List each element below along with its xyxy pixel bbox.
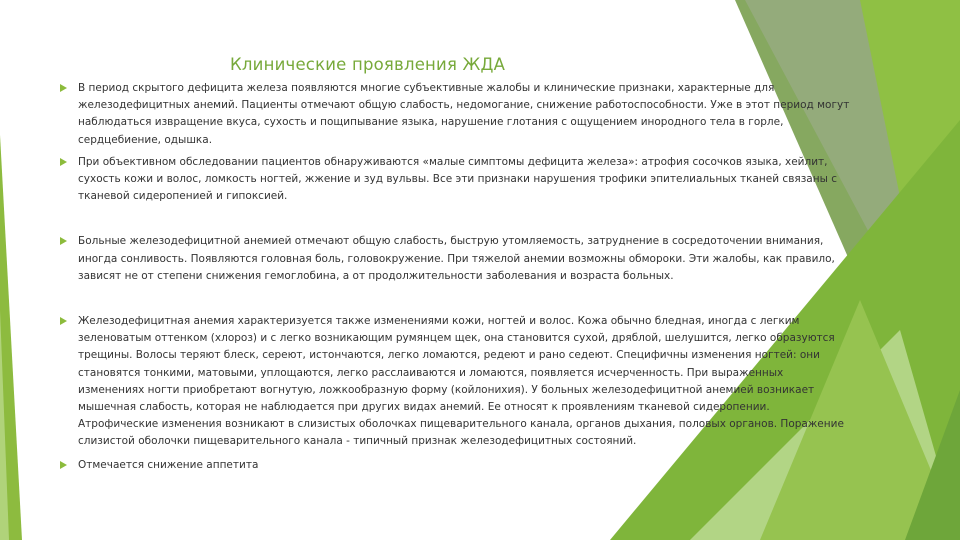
bullet-text: Железодефицитная анемия характеризуется также изменениями кожи, ногтей и волос. Кожа обычно бледная, иногда с легким зеленоватым оттенком (хлороз) и с легко возникающим румянцем щек, она становится сухой, дряблой, шелушится, легко образуются трещины. Волосы теряют блеск, сереют, истончаются, легко ломаются, редеют и рано седеют. Специфичны изменения ногтей: они становятся тонкими, матовыми, уплощаются, легко расслаиваются и ломаются, появляется исчерченность. При выраженных изменениях ногти приобретают вогнутую, ложкообразную форму (койлонихия). У больных железодефицитной анемией возникает мышечная слабость, которая не наблюдается при других видах анемий. Ее относят к проявлениям тканевой сидеропении. Атрофические изменения возникают в слизистых оболочках пищеварительного канала, органов дыхания, половых органов. Поражение слизистой оболочки пищеварительного канала - типичный признак железодефицитных состояний.: [78, 315, 844, 448]
bullet-list: [60, 80, 850, 474]
bullet-item: [60, 457, 850, 474]
bullet-item: [60, 154, 850, 206]
bullet-item: [60, 233, 850, 285]
bullet-arrow-icon: [60, 317, 67, 325]
bullet-arrow-icon: [60, 158, 67, 166]
bullet-text: В период скрытого дефицита железа появляются многие субъективные жалобы и клинические признаки, характерные для железодефицитных анемий. Пациенты отмечают общую слабость, недомогание, снижение работоспособности. Уже в этот период могут наблюдаться извращение вкуса, сухость и пощипывание языка, нарушение глотания с ощущением инородного тела в горле, сердцебиение, одышка.: [78, 82, 850, 146]
bullet-arrow-icon: [60, 237, 67, 245]
bullet-arrow-icon: [60, 84, 67, 92]
bullet-item: [60, 313, 850, 451]
slide-title: Клинические проявления ЖДА: [230, 55, 506, 74]
bullet-text: Отмечается снижение аппетита: [78, 458, 259, 471]
bullet-text: Больные железодефицитной анемией отмечают общую слабость, быструю утомляемость, затруднение в сосредоточении внимания, иногда сонливость. Появляются головная боль, головокружение. При тяжелой анемии возможны обмороки. Эти жалобы, как правило, зависят не от степени снижения гемоглобина, а от продолжительности заболевания и возраста больных.: [78, 235, 835, 282]
bullet-arrow-icon: [60, 461, 67, 469]
bullet-item: [60, 80, 850, 149]
bullet-text: При объективном обследовании пациентов обнаруживаются «малые симптомы дефицита железа»: атрофия сосочков языка, хейлит, сухость кожи и волос, ломкость ногтей, жжение и зуд вульвы. Все эти признаки нарушения трофики эпителиальных тканей связаны с тканевой сидеропенией и гипоксией.: [78, 155, 837, 203]
